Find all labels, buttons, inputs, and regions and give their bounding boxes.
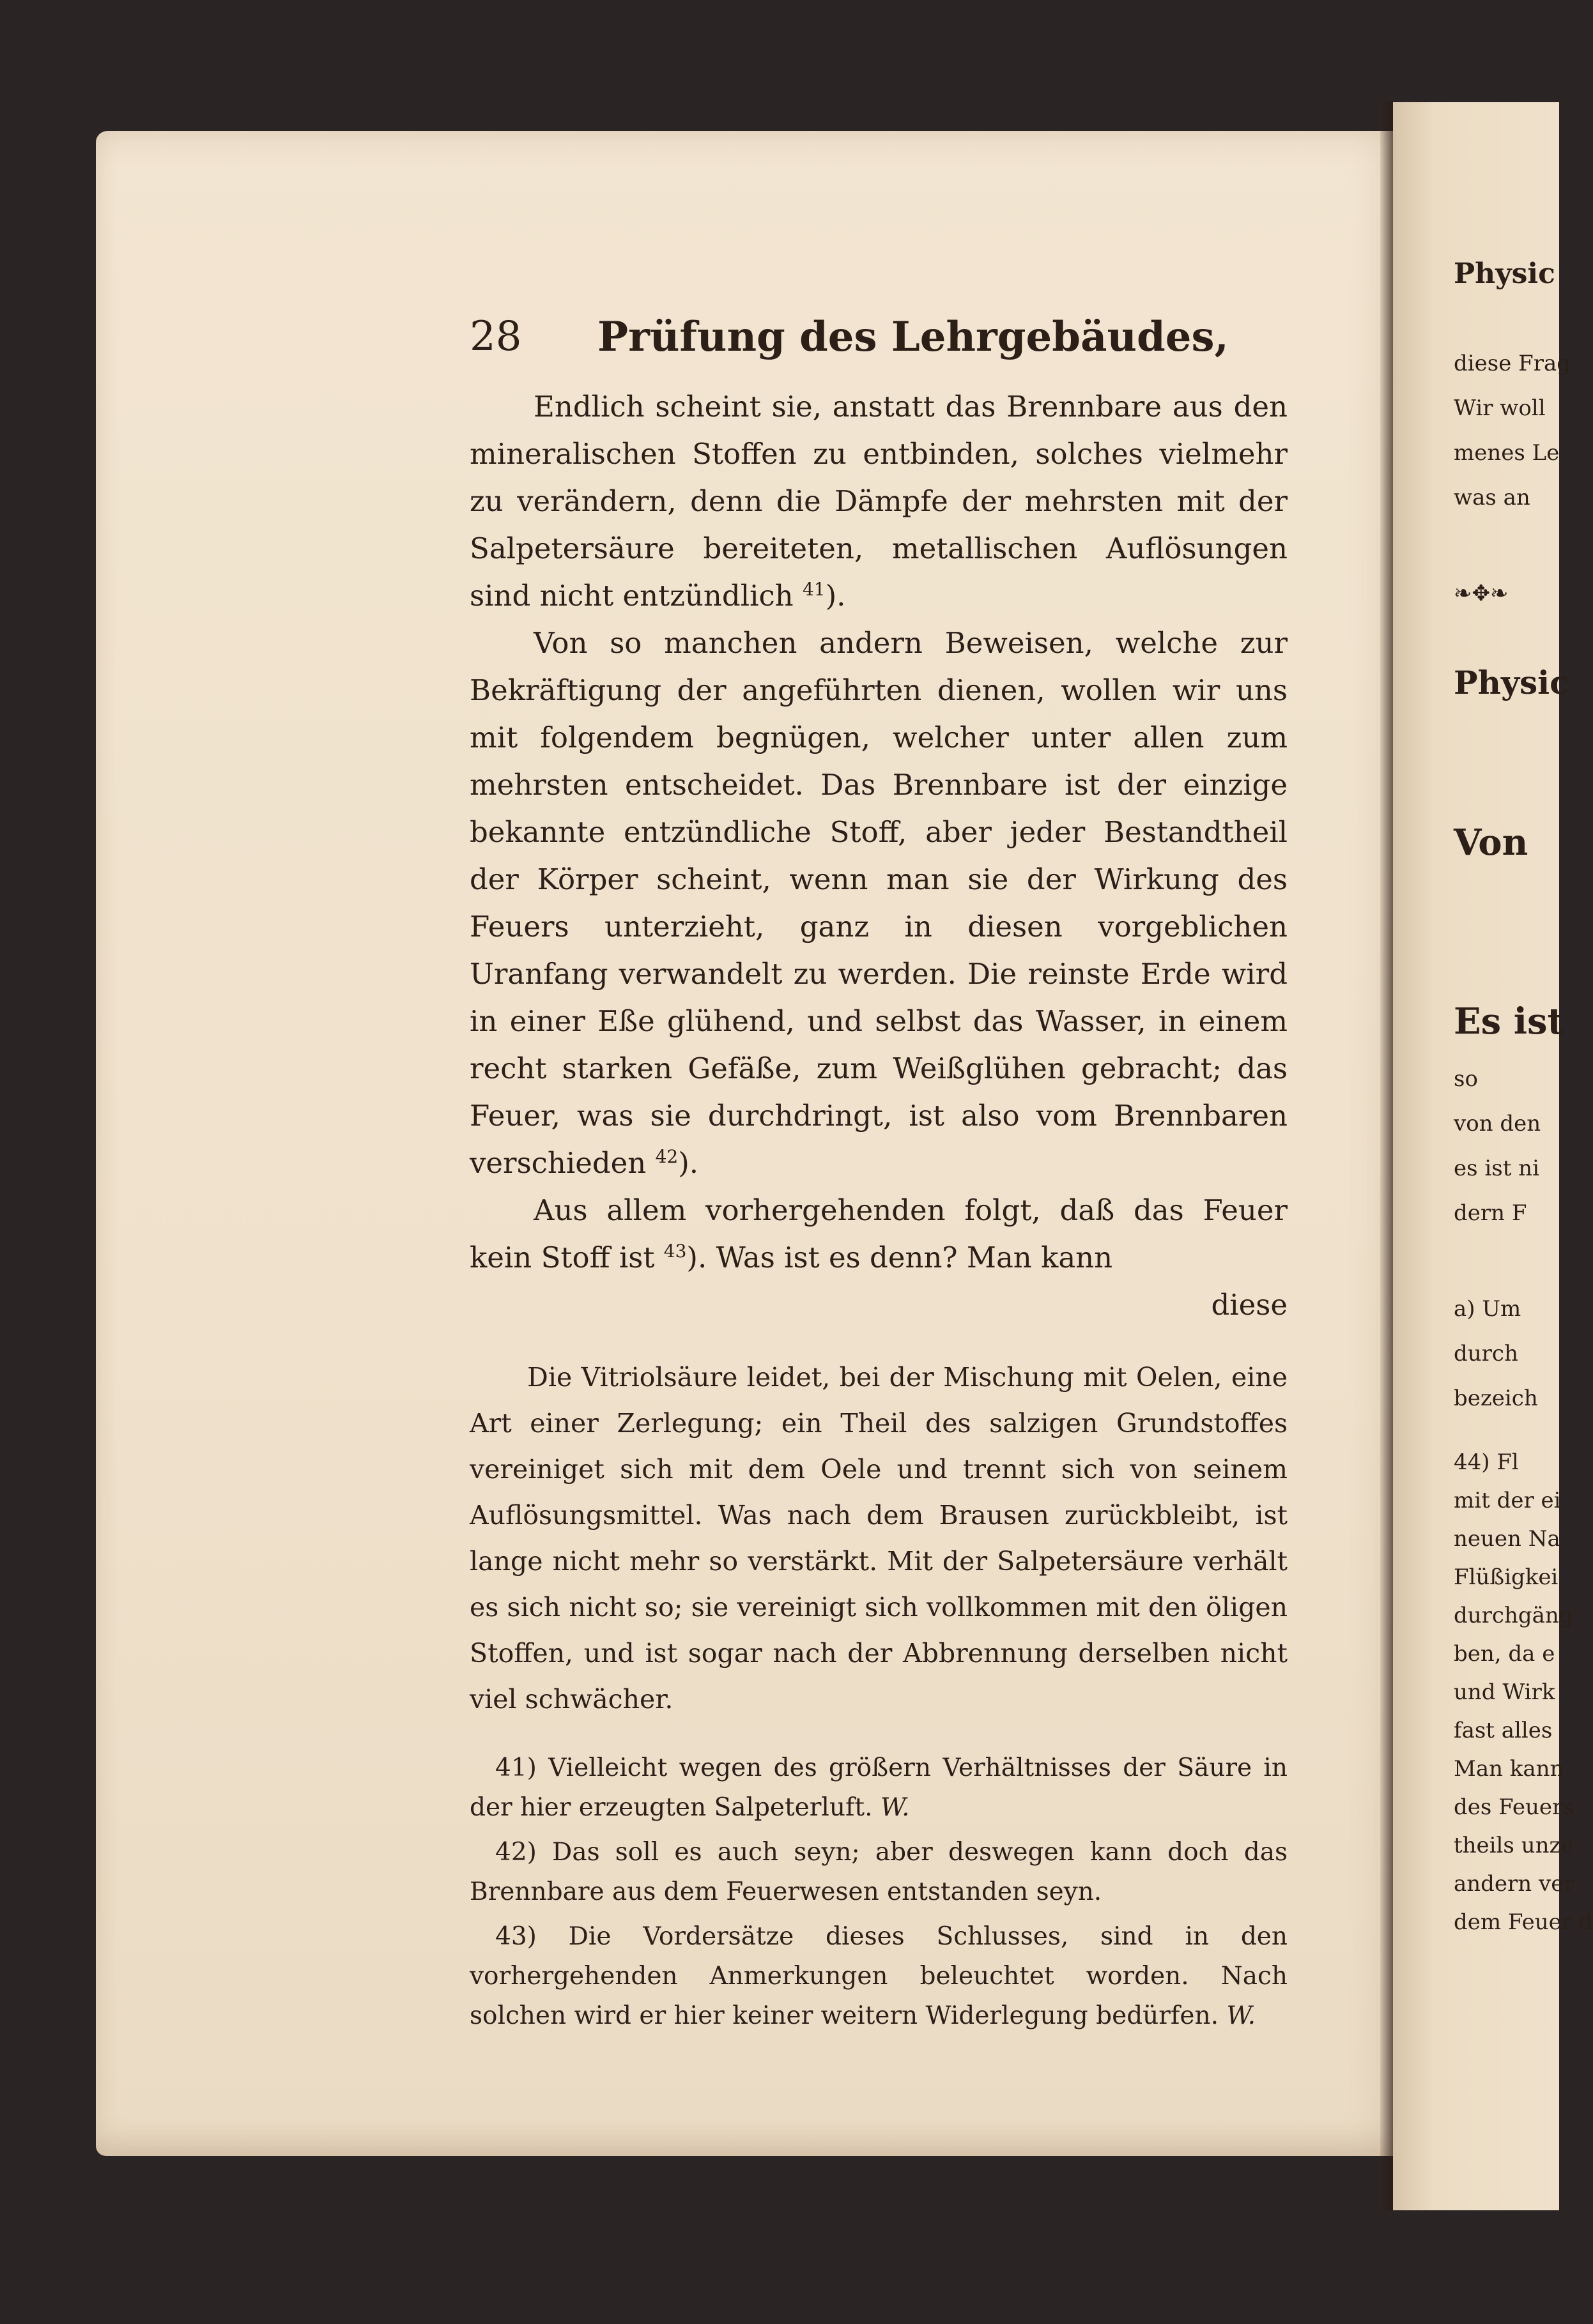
paragraph: Endlich scheint sie, anstatt das Brennbare aus den mineralischen Stoffen zu entbinden, solches vielmehr zu verändern, denn die Dämpfe der mehrsten mit der Salpetersäure bereiteten, metallischen Auflösungen sind nicht entzündlich $^{41}$). xyxy=(470,390,1288,613)
facing-line: diese Frag xyxy=(1454,351,1571,376)
facing-line: mit der ei xyxy=(1454,1488,1561,1513)
facing-line: Man kann xyxy=(1454,1756,1564,1782)
facing-line: Es ist xyxy=(1454,1000,1564,1043)
signature: W. xyxy=(1226,2001,1256,2030)
facing-line: bezeich xyxy=(1454,1386,1538,1411)
facing-line: Von xyxy=(1454,822,1528,864)
facing-line: was an xyxy=(1454,485,1530,510)
facing-line: so xyxy=(1454,1066,1478,1092)
ornament: ❧✥❧ xyxy=(1454,581,1509,606)
facing-line: es ist ni xyxy=(1454,1156,1539,1181)
running-title: Prüfung des Lehrgebäudes, xyxy=(597,313,1229,361)
paragraph: Aus allem vorhergehenden folgt, daß das Feuer kein Stoff ist $^{43}$). Was ist es denn? Man kann xyxy=(470,1193,1288,1274)
page-header xyxy=(470,307,1288,371)
facing-line: fast alles xyxy=(1454,1718,1553,1743)
facing-line: menes Le xyxy=(1454,440,1560,466)
facing-line: und Wirk xyxy=(1454,1679,1555,1705)
footnote-ref: 43 xyxy=(663,1241,687,1262)
main-text xyxy=(470,383,1288,1329)
facing-line: a) Um xyxy=(1454,1296,1521,1322)
paragraph: Von so manchen andern Beweisen, welche zur Bekräftigung der angeführten dienen, wollen wir uns mit folgendem begnügen, welcher unter allen zum mehrsten entscheidet. Das Brennbare ist der einzige bekannte entzündliche Stoff, aber jeder Bestandtheil der Körper scheint, wenn man sie der Wirkung des Feuers unterzieht, ganz in diesen vorgeblichen Uranfang verwandelt zu werden. Die reinste Erde wird in einer Eße glühend, und selbst das Wasser, in einem recht starken Gefäße, zum Weißglühen gebracht; das Feuer, was sie durchdringt, ist also vom Brennbaren verschieden $^{42}$). xyxy=(470,626,1288,1180)
facing-line: von den xyxy=(1454,1111,1541,1136)
facing-line: andern ver xyxy=(1454,1871,1574,1897)
facing-line: 44) Fl xyxy=(1454,1449,1519,1475)
facing-line: dern F xyxy=(1454,1200,1527,1226)
facing-line: theils unze xyxy=(1454,1833,1574,1858)
signature: W. xyxy=(880,1793,910,1822)
footnote-ref: 41 xyxy=(802,579,826,600)
facing-line: dem Feuer d xyxy=(1454,1909,1593,1935)
facing-line: Physic xyxy=(1454,257,1555,290)
facing-line: durch xyxy=(1454,1341,1518,1366)
facing-line: Wir woll xyxy=(1454,395,1546,421)
footnote: 41) Vielleicht wegen des größern Verhältnisses der Säure in der hier erzeugten Salpeterluft. W. xyxy=(470,1754,1288,1822)
footnote-ref: 42 xyxy=(655,1146,679,1167)
page-number: 28 xyxy=(470,313,522,360)
page-content xyxy=(470,307,1288,2041)
facing-line: durchgäng xyxy=(1454,1603,1573,1628)
facing-line: des Feuers xyxy=(1454,1794,1574,1820)
footnote: 42) Das soll es auch seyn; aber deswegen kann doch das Brennbare aus dem Feuerwesen entstanden seyn. xyxy=(470,1838,1288,1906)
facing-line: Physic xyxy=(1454,664,1569,701)
facing-line: Flüßigkei xyxy=(1454,1564,1558,1590)
note-text: Die Vitriolsäure leidet, bei der Mischung mit Oelen, eine Art einer Zerlegung; ein Theil des salzigen Grundstoffes vereiniget sich mit dem Oele und trennt sich von seinem Auflösungsmittel. Was nach dem Brausen zurückbleibt, ist lange nicht mehr so verstärkt. Mit der Salpetersäure verhält es sich nicht so; sie vereinigt sich vollkommen mit den öligen Stoffen, und ist sogar nach der Abbrennung derselben nicht viel schwächer. xyxy=(470,1362,1288,1715)
footnote: 43) Die Vordersätze dieses Schlusses, sind in den vorhergehenden Anmerkungen beleuchtet worden. Nach solchen wird er hier keiner weitern Widerlegung bedürfen. W. xyxy=(470,1922,1288,2030)
footnotes xyxy=(470,1748,1288,2036)
facing-line: ben, da e xyxy=(1454,1641,1555,1667)
facing-line: neuen Na xyxy=(1454,1526,1560,1552)
catchword: diese xyxy=(1211,1288,1288,1322)
